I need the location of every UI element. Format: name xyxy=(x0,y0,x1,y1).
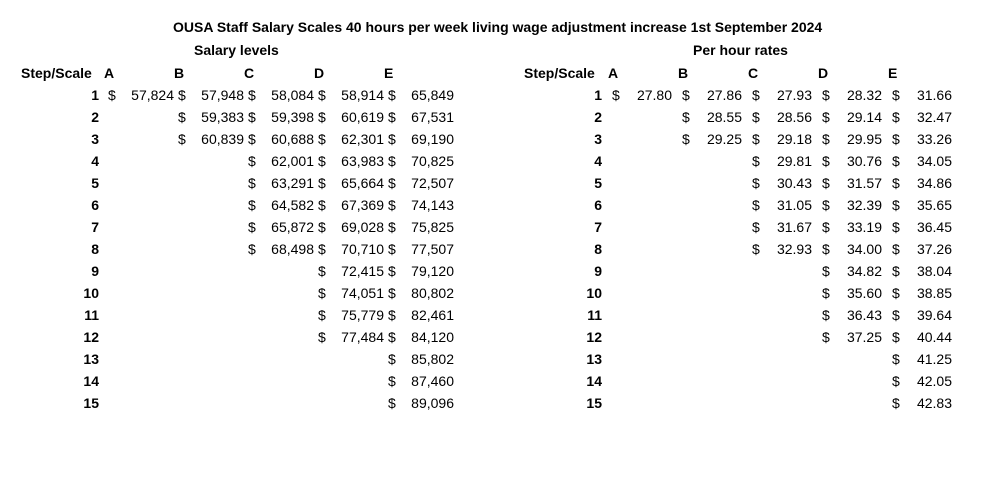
currency-symbol: $ xyxy=(388,307,396,323)
step-number: 4 xyxy=(91,153,99,169)
step-number: 13 xyxy=(586,351,602,367)
step-number: 5 xyxy=(91,175,99,191)
currency-symbol: $ xyxy=(822,131,830,147)
currency-symbol: $ xyxy=(892,329,900,345)
page-title: OUSA Staff Salary Scales 40 hours per week living wage adjustment increase 1st September 2024 xyxy=(173,19,823,35)
cell-value: 74,143 xyxy=(411,197,454,213)
cell-value: 67,531 xyxy=(411,109,454,125)
scale-a-header: A xyxy=(104,65,115,81)
cell-value: 89,096 xyxy=(411,395,454,411)
currency-symbol: $ xyxy=(612,87,620,103)
currency-symbol: $ xyxy=(892,197,900,213)
currency-symbol: $ xyxy=(318,175,326,191)
step-number: 15 xyxy=(586,395,602,411)
currency-symbol: $ xyxy=(318,153,326,169)
currency-symbol: $ xyxy=(892,263,900,279)
currency-symbol: $ xyxy=(752,241,760,257)
currency-symbol: $ xyxy=(108,87,116,103)
currency-symbol: $ xyxy=(318,285,326,301)
cell-value: 75,825 xyxy=(411,219,454,235)
currency-symbol: $ xyxy=(388,373,396,389)
cell-value: 79,120 xyxy=(411,263,454,279)
cell-value: 58,084 xyxy=(271,87,314,103)
currency-symbol: $ xyxy=(388,131,396,147)
scale-d-header: D xyxy=(314,65,325,81)
cell-value: 59,383 xyxy=(201,109,244,125)
cell-value: 82,461 xyxy=(411,307,454,323)
scale-e-header: E xyxy=(888,65,898,81)
step-number: 12 xyxy=(586,329,602,345)
cell-value: 35.65 xyxy=(916,197,952,213)
currency-symbol: $ xyxy=(752,131,760,147)
step-number: 13 xyxy=(83,351,99,367)
currency-symbol: $ xyxy=(822,329,830,345)
currency-symbol: $ xyxy=(822,87,830,103)
cell-value: 63,983 xyxy=(341,153,384,169)
cell-value: 34.05 xyxy=(916,153,952,169)
currency-symbol: $ xyxy=(248,241,256,257)
currency-symbol: $ xyxy=(248,87,256,103)
cell-value: 77,507 xyxy=(411,241,454,257)
step-number: 6 xyxy=(594,197,602,213)
step-number: 3 xyxy=(91,131,99,147)
salary-levels-subtitle: Salary levels xyxy=(194,42,279,58)
currency-symbol: $ xyxy=(388,263,396,279)
scale-b-header: B xyxy=(678,65,689,81)
step-number: 2 xyxy=(594,109,602,125)
currency-symbol: $ xyxy=(822,263,830,279)
currency-symbol: $ xyxy=(318,307,326,323)
cell-value: 74,051 xyxy=(341,285,384,301)
step-number: 3 xyxy=(594,131,602,147)
cell-value: 62,301 xyxy=(341,131,384,147)
cell-value: 84,120 xyxy=(411,329,454,345)
cell-value: 70,710 xyxy=(341,241,384,257)
cell-value: 28.55 xyxy=(706,109,742,125)
cell-value: 42.83 xyxy=(916,395,952,411)
cell-value: 40.44 xyxy=(916,329,952,345)
currency-symbol: $ xyxy=(178,87,186,103)
cell-value: 36.45 xyxy=(916,219,952,235)
currency-symbol: $ xyxy=(318,329,326,345)
cell-value: 33.26 xyxy=(916,131,952,147)
currency-symbol: $ xyxy=(248,131,256,147)
currency-symbol: $ xyxy=(892,395,900,411)
currency-symbol: $ xyxy=(248,219,256,235)
step-number: 8 xyxy=(594,241,602,257)
currency-symbol: $ xyxy=(388,395,396,411)
cell-value: 32.47 xyxy=(916,109,952,125)
cell-value: 87,460 xyxy=(411,373,454,389)
cell-value: 39.64 xyxy=(916,307,952,323)
cell-value: 72,415 xyxy=(341,263,384,279)
cell-value: 65,849 xyxy=(411,87,454,103)
currency-symbol: $ xyxy=(248,109,256,125)
cell-value: 31.57 xyxy=(846,175,882,191)
currency-symbol: $ xyxy=(318,241,326,257)
currency-symbol: $ xyxy=(178,109,186,125)
cell-value: 72,507 xyxy=(411,175,454,191)
currency-symbol: $ xyxy=(388,153,396,169)
scale-b-header: B xyxy=(174,65,185,81)
currency-symbol: $ xyxy=(822,109,830,125)
step-number: 5 xyxy=(594,175,602,191)
cell-value: 35.60 xyxy=(846,285,882,301)
cell-value: 36.43 xyxy=(846,307,882,323)
cell-value: 38.04 xyxy=(916,263,952,279)
step-number: 7 xyxy=(91,219,99,235)
currency-symbol: $ xyxy=(752,219,760,235)
cell-value: 64,582 xyxy=(271,197,314,213)
currency-symbol: $ xyxy=(892,175,900,191)
cell-value: 59,398 xyxy=(271,109,314,125)
step-number: 4 xyxy=(594,153,602,169)
currency-symbol: $ xyxy=(388,351,396,367)
currency-symbol: $ xyxy=(388,109,396,125)
currency-symbol: $ xyxy=(892,373,900,389)
cell-value: 60,839 xyxy=(201,131,244,147)
currency-symbol: $ xyxy=(892,87,900,103)
cell-value: 29.25 xyxy=(706,131,742,147)
currency-symbol: $ xyxy=(752,109,760,125)
currency-symbol: $ xyxy=(388,285,396,301)
currency-symbol: $ xyxy=(752,153,760,169)
cell-value: 27.80 xyxy=(636,87,672,103)
per-hour-rates-subtitle: Per hour rates xyxy=(693,42,788,58)
scale-c-header: C xyxy=(748,65,759,81)
currency-symbol: $ xyxy=(892,307,900,323)
currency-symbol: $ xyxy=(178,131,186,147)
cell-value: 68,498 xyxy=(271,241,314,257)
currency-symbol: $ xyxy=(388,241,396,257)
currency-symbol: $ xyxy=(892,285,900,301)
currency-symbol: $ xyxy=(318,263,326,279)
cell-value: 60,619 xyxy=(341,109,384,125)
currency-symbol: $ xyxy=(388,329,396,345)
currency-symbol: $ xyxy=(822,219,830,235)
currency-symbol: $ xyxy=(682,87,690,103)
cell-value: 34.00 xyxy=(846,241,882,257)
currency-symbol: $ xyxy=(822,197,830,213)
currency-symbol: $ xyxy=(822,285,830,301)
currency-symbol: $ xyxy=(318,219,326,235)
cell-value: 27.86 xyxy=(706,87,742,103)
cell-value: 37.25 xyxy=(846,329,882,345)
step-number: 7 xyxy=(594,219,602,235)
step-number: 11 xyxy=(587,307,602,323)
cell-value: 62,001 xyxy=(271,153,314,169)
cell-value: 34.86 xyxy=(916,175,952,191)
step-number: 9 xyxy=(594,263,602,279)
cell-value: 69,028 xyxy=(341,219,384,235)
cell-value: 80,802 xyxy=(411,285,454,301)
cell-value: 30.43 xyxy=(776,175,812,191)
step-scale-header: Step/Scale xyxy=(524,65,595,81)
currency-symbol: $ xyxy=(318,131,326,147)
cell-value: 28.56 xyxy=(776,109,812,125)
cell-value: 65,664 xyxy=(341,175,384,191)
currency-symbol: $ xyxy=(388,175,396,191)
currency-symbol: $ xyxy=(248,175,256,191)
scale-c-header: C xyxy=(244,65,255,81)
currency-symbol: $ xyxy=(892,241,900,257)
step-number: 10 xyxy=(586,285,602,301)
currency-symbol: $ xyxy=(388,87,396,103)
currency-symbol: $ xyxy=(892,219,900,235)
cell-value: 27.93 xyxy=(776,87,812,103)
cell-value: 58,914 xyxy=(341,87,384,103)
step-number: 8 xyxy=(91,241,99,257)
cell-value: 63,291 xyxy=(271,175,314,191)
step-number: 12 xyxy=(83,329,99,345)
cell-value: 32.39 xyxy=(846,197,882,213)
currency-symbol: $ xyxy=(822,175,830,191)
currency-symbol: $ xyxy=(682,131,690,147)
currency-symbol: $ xyxy=(822,241,830,257)
currency-symbol: $ xyxy=(318,87,326,103)
currency-symbol: $ xyxy=(892,351,900,367)
step-scale-header: Step/Scale xyxy=(21,65,92,81)
currency-symbol: $ xyxy=(682,109,690,125)
cell-value: 69,190 xyxy=(411,131,454,147)
scale-d-header: D xyxy=(818,65,829,81)
cell-value: 67,369 xyxy=(341,197,384,213)
step-number: 14 xyxy=(83,373,99,389)
step-number: 11 xyxy=(84,307,99,323)
currency-symbol: $ xyxy=(388,219,396,235)
currency-symbol: $ xyxy=(248,197,256,213)
currency-symbol: $ xyxy=(822,307,830,323)
scale-e-header: E xyxy=(384,65,394,81)
cell-value: 29.14 xyxy=(846,109,882,125)
step-number: 6 xyxy=(91,197,99,213)
cell-value: 32.93 xyxy=(776,241,812,257)
currency-symbol: $ xyxy=(318,109,326,125)
step-number: 1 xyxy=(91,87,99,103)
currency-symbol: $ xyxy=(752,87,760,103)
currency-symbol: $ xyxy=(248,153,256,169)
currency-symbol: $ xyxy=(892,153,900,169)
cell-value: 29.18 xyxy=(776,131,812,147)
currency-symbol: $ xyxy=(892,109,900,125)
cell-value: 60,688 xyxy=(271,131,314,147)
step-number: 1 xyxy=(594,87,602,103)
step-number: 9 xyxy=(91,263,99,279)
currency-symbol: $ xyxy=(892,131,900,147)
currency-symbol: $ xyxy=(752,175,760,191)
cell-value: 31.67 xyxy=(776,219,812,235)
cell-value: 33.19 xyxy=(846,219,882,235)
cell-value: 65,872 xyxy=(271,219,314,235)
currency-symbol: $ xyxy=(318,197,326,213)
step-number: 2 xyxy=(91,109,99,125)
cell-value: 28.32 xyxy=(846,87,882,103)
cell-value: 37.26 xyxy=(916,241,952,257)
cell-value: 77,484 xyxy=(341,329,384,345)
cell-value: 31.66 xyxy=(916,87,952,103)
step-number: 10 xyxy=(83,285,99,301)
cell-value: 29.95 xyxy=(846,131,882,147)
cell-value: 57,948 xyxy=(201,87,244,103)
cell-value: 30.76 xyxy=(846,153,882,169)
step-number: 14 xyxy=(586,373,602,389)
cell-value: 57,824 xyxy=(131,87,174,103)
currency-symbol: $ xyxy=(752,197,760,213)
currency-symbol: $ xyxy=(388,197,396,213)
cell-value: 42.05 xyxy=(916,373,952,389)
cell-value: 29.81 xyxy=(776,153,812,169)
cell-value: 70,825 xyxy=(411,153,454,169)
cell-value: 38.85 xyxy=(916,285,952,301)
cell-value: 41.25 xyxy=(916,351,952,367)
currency-symbol: $ xyxy=(822,153,830,169)
scale-a-header: A xyxy=(608,65,619,81)
step-number: 15 xyxy=(83,395,99,411)
cell-value: 75,779 xyxy=(341,307,384,323)
cell-value: 31.05 xyxy=(776,197,812,213)
cell-value: 85,802 xyxy=(411,351,454,367)
cell-value: 34.82 xyxy=(846,263,882,279)
